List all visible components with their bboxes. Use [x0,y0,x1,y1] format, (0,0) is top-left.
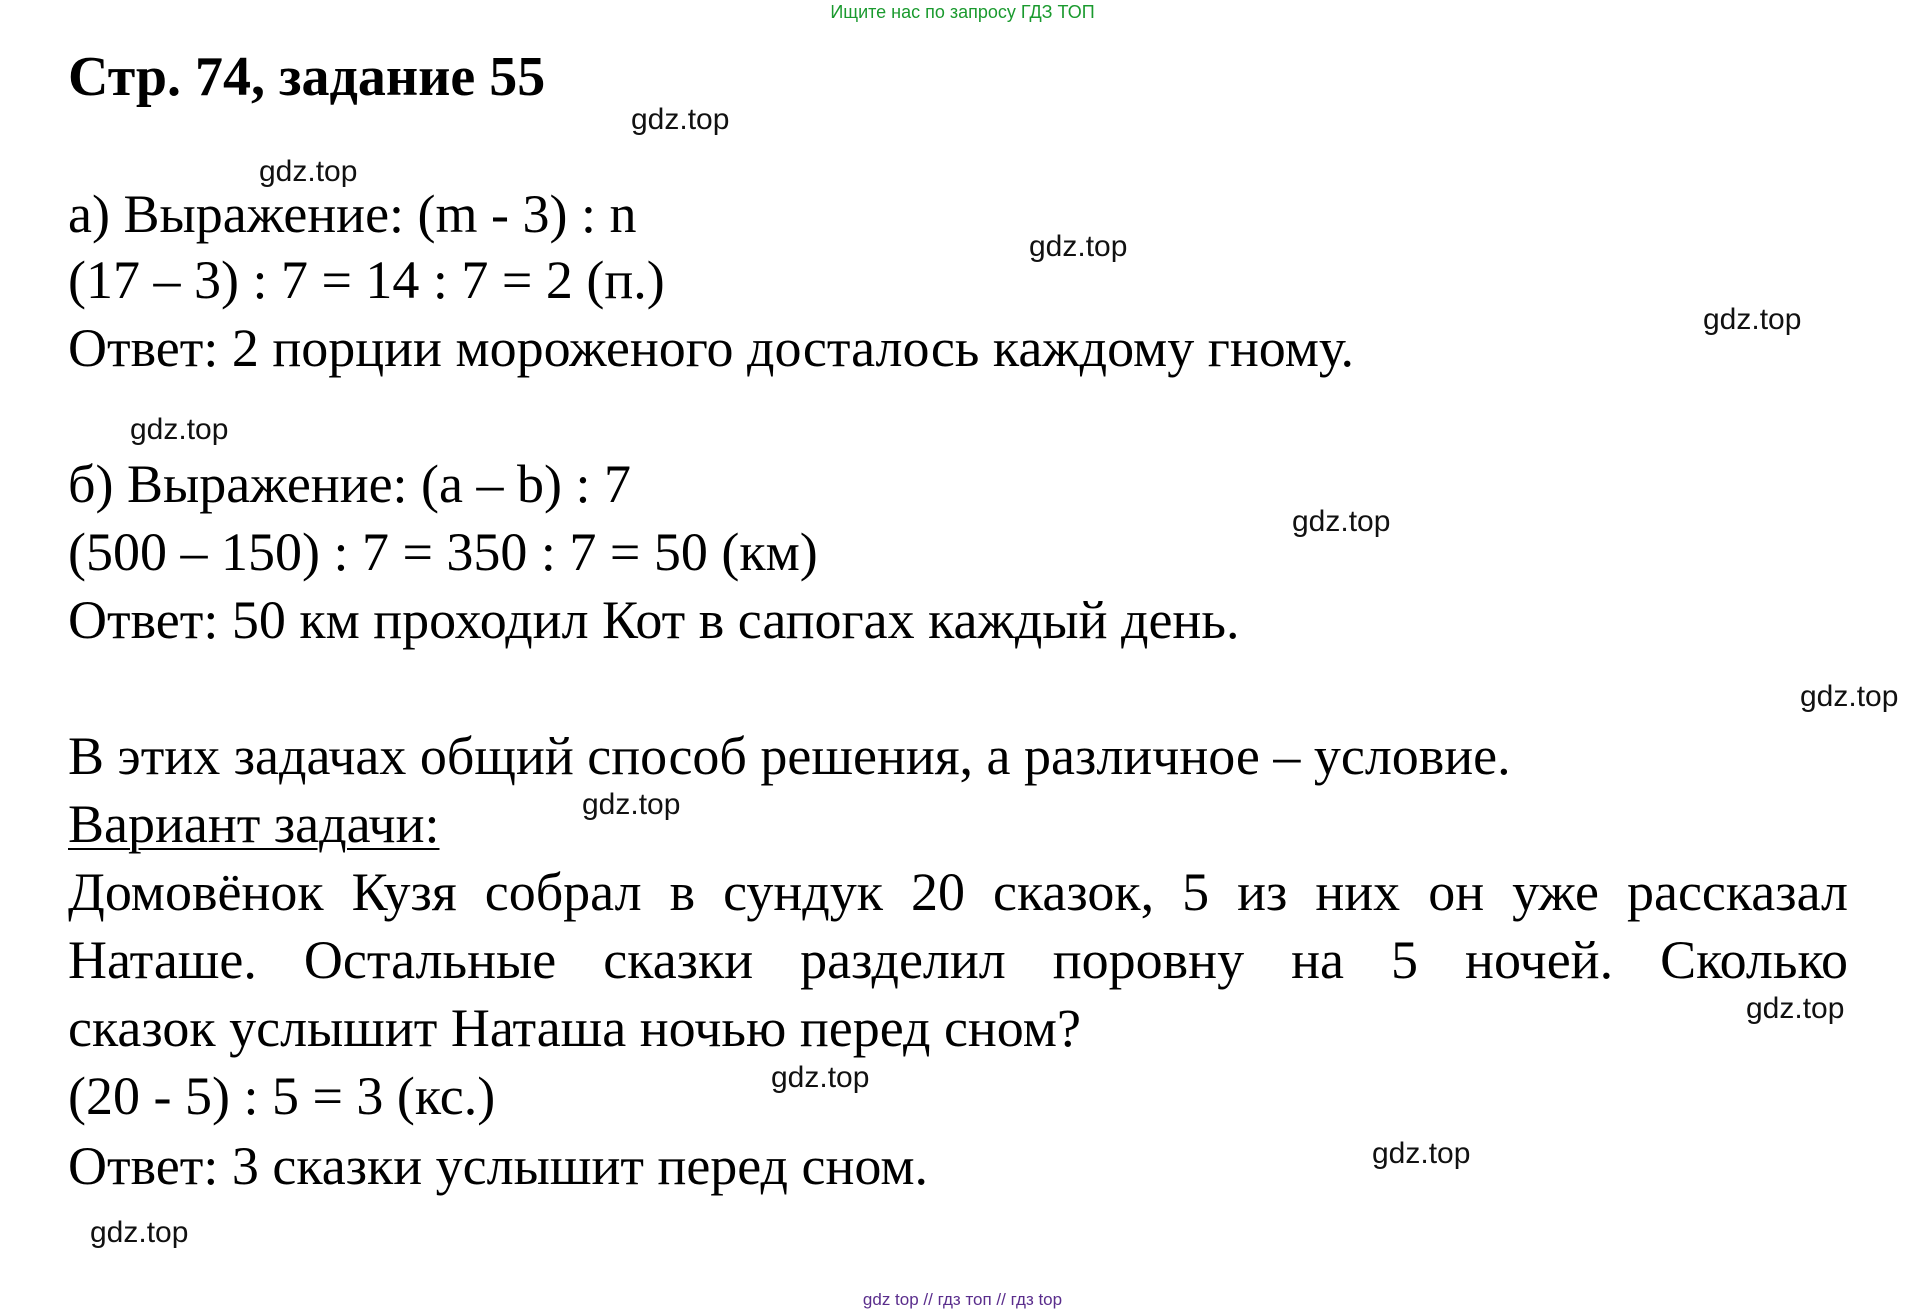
watermark: gdz.top [1372,1137,1471,1170]
top-banner: Ищите нас по запросу ГДЗ ТОП [830,2,1095,22]
watermark: gdz.top [631,103,730,136]
part-b-expression: б) Выражение: (a – b) : 7 [68,454,631,514]
watermark: gdz.top [771,1061,870,1094]
part-a-answer: Ответ: 2 порции мороженого досталось каждому гному. [68,318,1355,378]
watermark: gdz.top [259,155,358,188]
watermark: gdz.top [1746,992,1845,1025]
part-a-expression: а) Выражение: (m - 3) : n [68,184,637,244]
page-title: Стр. 74, задание 55 [68,46,546,108]
part-b-calculation: (500 – 150) : 7 = 350 : 7 = 50 (км) [68,522,818,582]
variant-text-line-3: сказок услышит Наташа ночью перед сном? [68,998,1081,1058]
watermark: gdz.top [1292,505,1391,538]
watermark: gdz.top [582,788,681,821]
watermark: gdz.top [130,413,229,446]
variant-answer: Ответ: 3 сказки услышит перед сном. [68,1136,929,1196]
variant-text-line-1: Домовёнок Кузя собрал в сундук 20 сказок, 5 из них он уже рассказал [68,862,1848,922]
variant-calculation: (20 - 5) : 5 = 3 (кс.) [68,1066,496,1126]
part-b-answer: Ответ: 50 км проходил Кот в сапогах каждый день. [68,590,1240,650]
footer-links: gdz top // гдз топ // гдз top [862,1290,1063,1309]
watermark: gdz.top [1800,680,1899,713]
variant-text-line-2: Наташе. Остальные сказки разделил поровну на 5 ночей. Сколько [68,930,1848,990]
watermark: gdz.top [90,1216,189,1249]
conclusion-text: В этих задачах общий способ решения, а различное – условие. [68,726,1511,786]
variant-heading: Вариант задачи: [68,794,440,854]
watermark: gdz.top [1029,230,1128,263]
part-a-calculation: (17 – 3) : 7 = 14 : 7 = 2 (п.) [68,250,665,310]
watermark: gdz.top [1703,303,1802,336]
